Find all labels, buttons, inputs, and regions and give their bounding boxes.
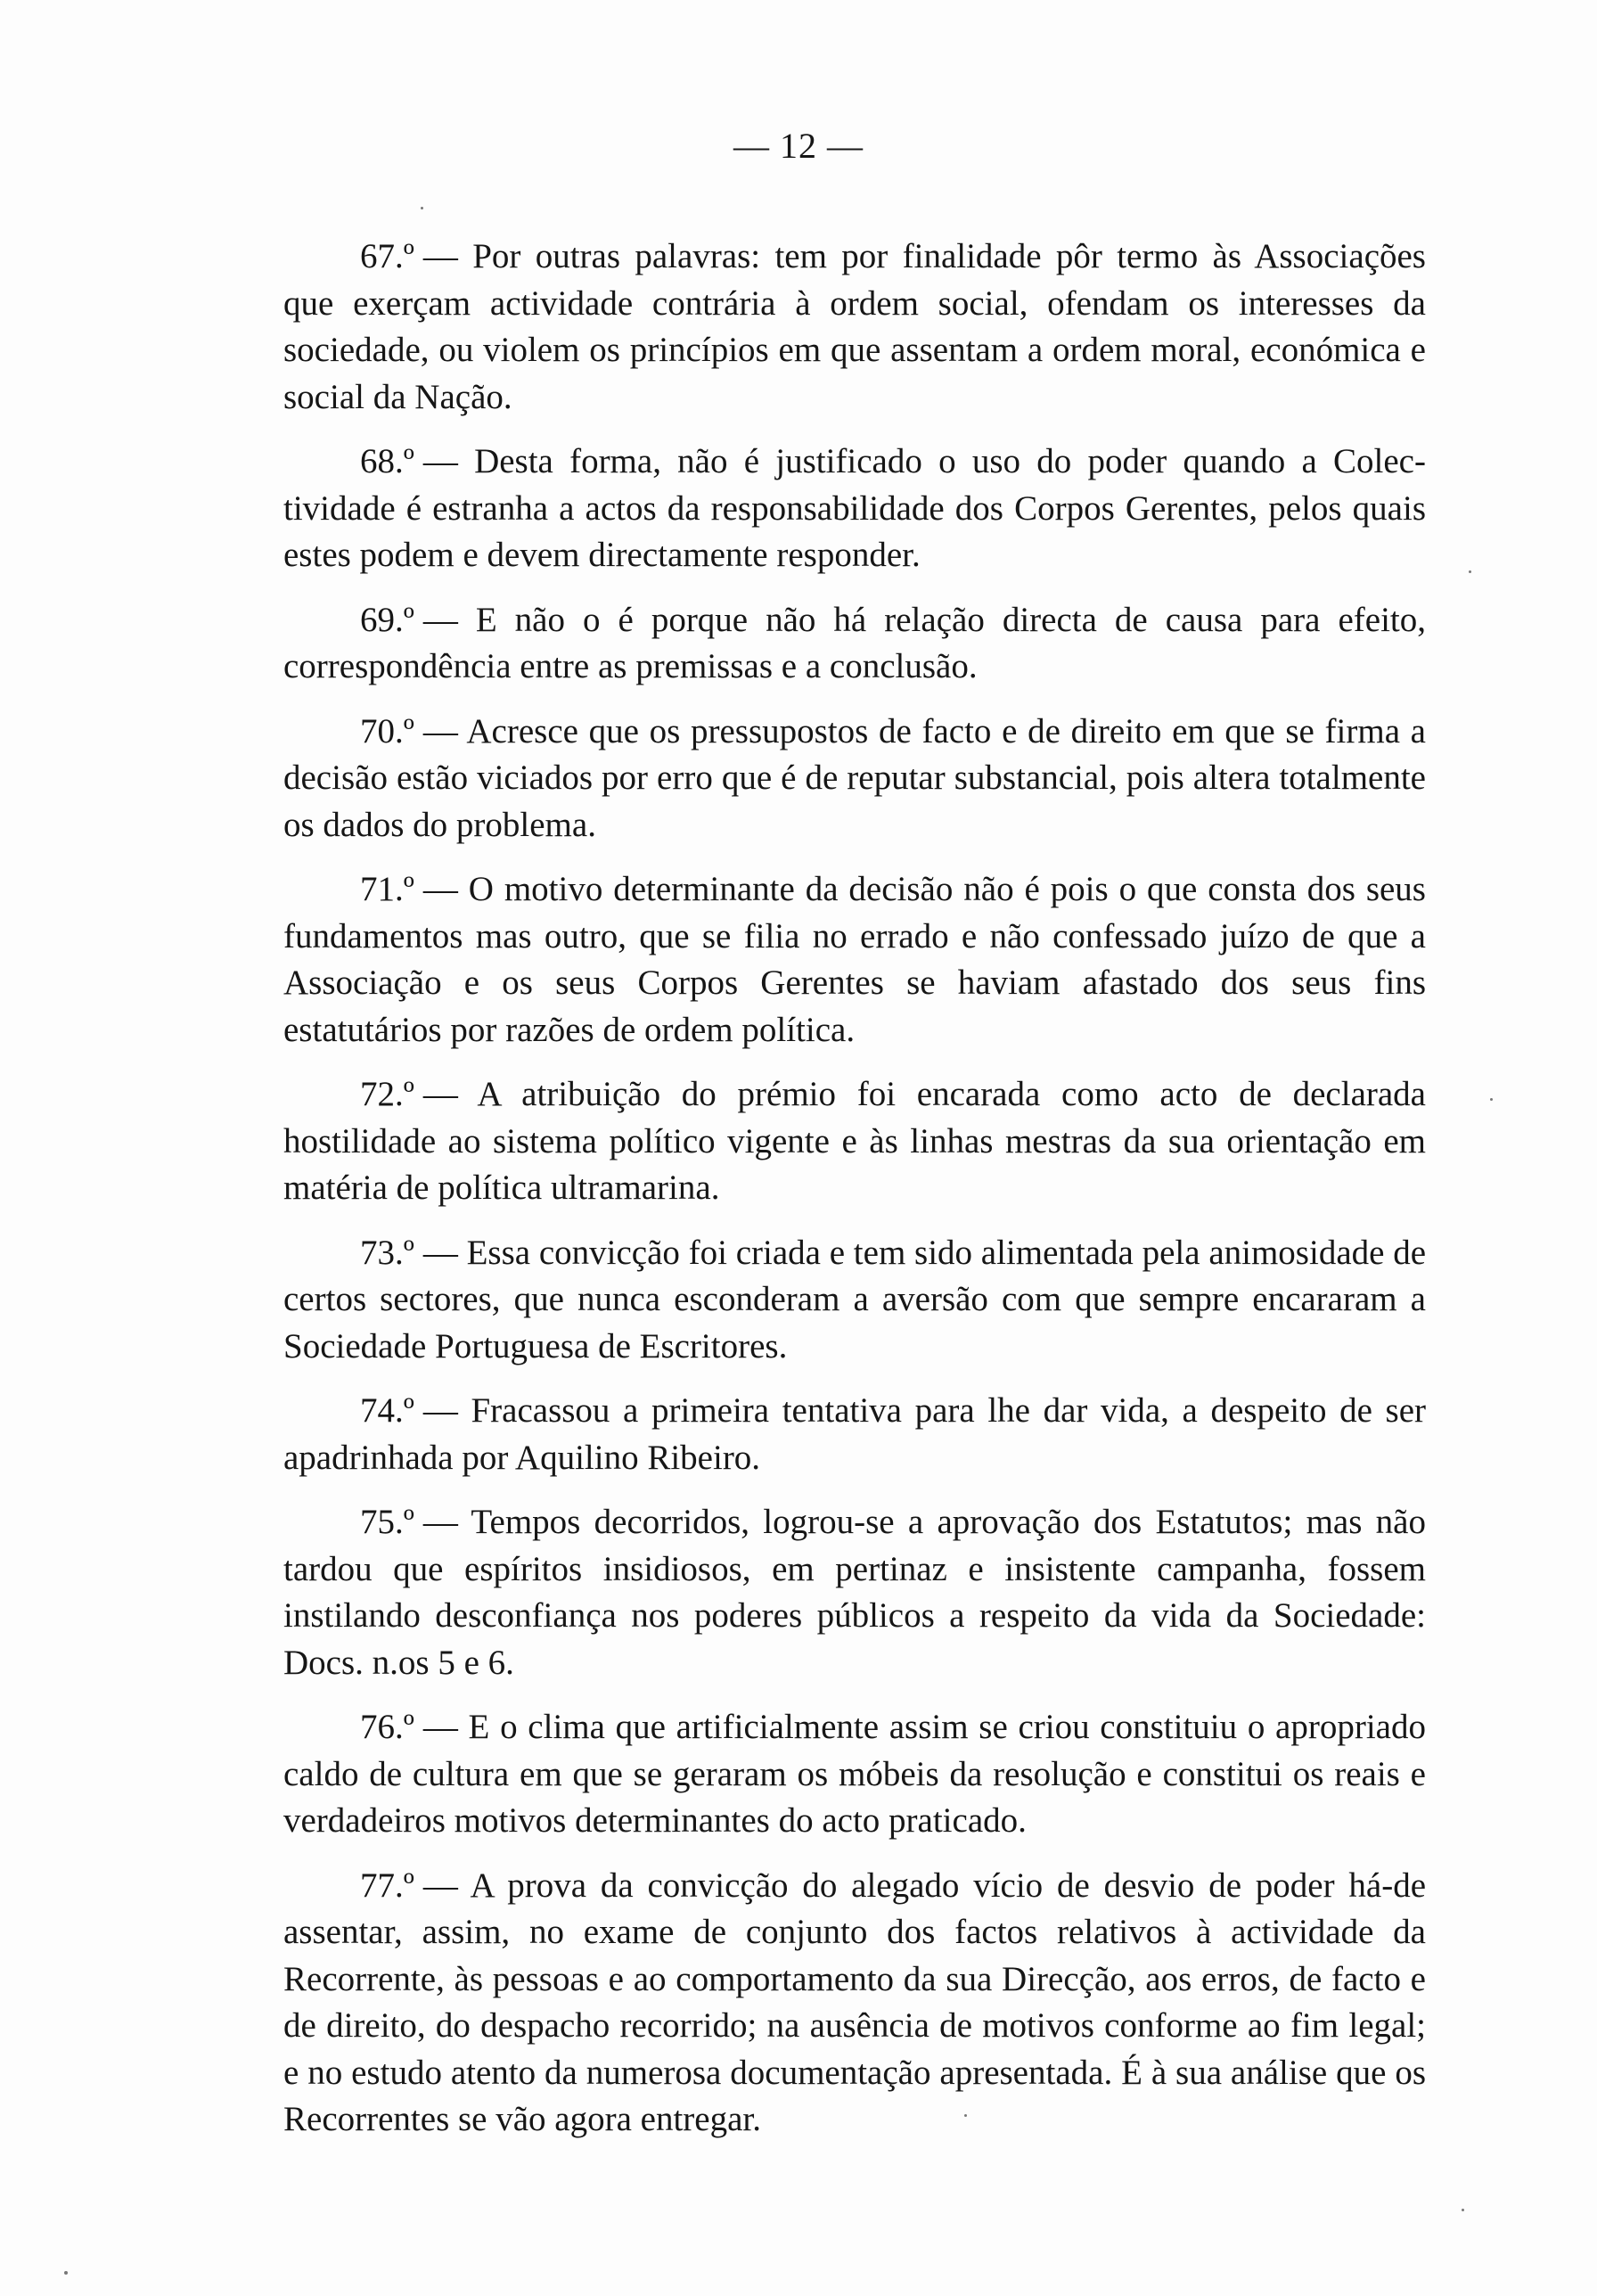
paragraph-number: 72.º	[360, 1075, 414, 1113]
scan-speck	[1490, 1098, 1493, 1101]
paragraph-text: — Por outras palavras: tem por finalidade pôr termo às Associações que exerçam actividade contrária à ordem social, ofendam os interesses da sociedade, ou violem os princípios em que assentam a ordem moral, económica e social da Nação.	[283, 237, 1426, 416]
scan-speck	[1469, 570, 1471, 573]
scan-speck	[421, 207, 423, 209]
paragraph-72	[283, 1071, 1426, 1212]
paragraph-number: 69.º	[360, 600, 414, 639]
paragraph-73	[283, 1230, 1426, 1371]
paragraph-71	[283, 866, 1426, 1054]
body-text	[283, 234, 1426, 2161]
paragraph-number: 71.º	[360, 870, 414, 908]
paragraph-75	[283, 1499, 1426, 1686]
paragraph-text: — Essa convicção foi criada e tem sido alimentada pela animosidade de certos sectores, que nunca esconderam a aversão com que sempre encararam a Sociedade Portuguesa de Escritores.	[283, 1233, 1426, 1365]
paragraph-text: — Acresce que os pressupostos de facto e de direito em que se firma a decisão estão viciados por erro que é de reputar substancial, pois altera totalmente os dados do problema.	[283, 711, 1426, 844]
paragraph-67	[283, 234, 1426, 421]
scan-speck	[1462, 2209, 1464, 2211]
scan-speck	[964, 2114, 967, 2117]
paragraph-number: 67.º	[360, 237, 414, 275]
paragraph-text: — Tempos decorridos, logrou-se a aprovação dos Estatutos; mas não tardou que espíritos insidiosos, em pertinaz e insistente campanha, fossem instilando desconfiança nos poderes públicos a respeito da vida da Sociedade: Docs. n.os 5 e 6.	[283, 1503, 1426, 1682]
paragraph-number: 73.º	[360, 1233, 414, 1272]
paragraph-69	[283, 597, 1426, 691]
paragraph-text: — A prova da convicção do alegado vício de desvio de poder há-de assentar, assim, no exame de conjunto dos factos relativos à actividade da Recorrente, às pessoas e ao comportamento da sua Direcção, aos erros, de facto e de direito, do despacho recorrido; na ausência de motivos conforme ao fim legal; e no estudo atento da numerosa documentação apresentada. É à sua análise que os Recorrentes se vão agora entregar.	[283, 1866, 1426, 2138]
paragraph-number: 74.º	[360, 1391, 414, 1430]
paragraph-text: — Fracassou a primeira tentativa para lhe dar vida, a despeito de ser apadrinhada por Aquilino Ribeiro.	[283, 1391, 1426, 1477]
paragraph-text: — E não o é porque não há relação directa de causa para efeito, correspondência entre as premissas e a conclusão.	[283, 600, 1426, 685]
paragraph-text: — Desta forma, não é justificado o uso do poder quando a Colectividade é estranha a actos da responsabilidade dos Corpos Gerentes, pelos quais estes podem e devem directamente responder.	[283, 442, 1426, 574]
paragraph-number: 77.º	[360, 1866, 414, 1905]
paragraph-text: — O motivo determinante da decisão não é pois o que consta dos seus fundamentos mas outro, que se filia no errado e não confessado juízo de que a Associação e os seus Corpos Gerentes se haviam afastado dos seus fins estatutários por razões de ordem política.	[283, 870, 1426, 1049]
paragraph-74	[283, 1388, 1426, 1481]
paragraph-text: — E o clima que artificialmente assim se criou constituiu o apropriado caldo de cultura em que se geraram os móbeis da resolução e constitui os reais e verdadeiros motivos determinantes do acto praticado.	[283, 1708, 1426, 1840]
paragraph-number: 70.º	[360, 711, 414, 750]
paragraph-70	[283, 709, 1426, 849]
scan-speck	[64, 2271, 68, 2275]
paragraph-number: 68.º	[360, 442, 414, 480]
paragraph-68	[283, 439, 1426, 579]
paragraph-text: — A atribuição do prémio foi encarada como acto de declarada hostilidade ao sistema político vigente e às linhas mestras da sua orientação em matéria de política ultramarina.	[283, 1075, 1426, 1207]
paragraph-76	[283, 1704, 1426, 1845]
paragraph-number: 75.º	[360, 1503, 414, 1541]
paragraph-number: 76.º	[360, 1708, 414, 1746]
paragraph-77	[283, 1863, 1426, 2144]
page-number: — 12 —	[733, 126, 864, 166]
